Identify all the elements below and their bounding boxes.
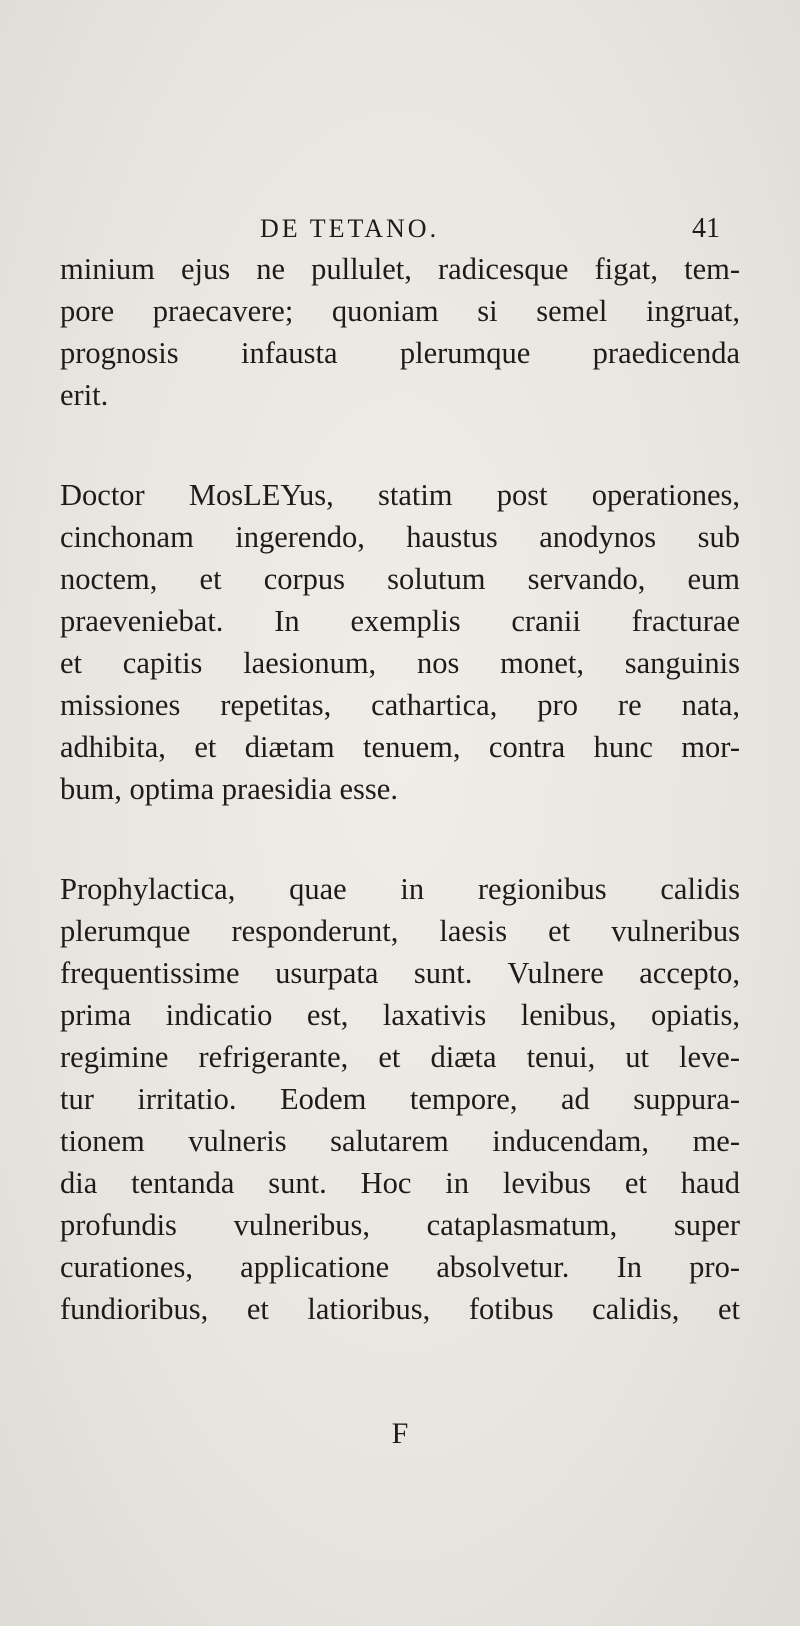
text-line: noctem, et corpus solutum servando, eum [60, 562, 740, 596]
text-line: Prophylactica, quae in regionibus calidis [60, 872, 740, 906]
text-line: adhibita, et diætam tenuem, contra hunc mor- [60, 730, 740, 764]
paragraph-1 [60, 248, 740, 416]
text-line: fundioribus, et latioribus, fotibus calidis, et [60, 1292, 740, 1326]
text-line: curationes, applicatione absolvetur. In pro- [60, 1250, 740, 1284]
text-line: et capitis laesionum, nos monet, sanguinis [60, 646, 740, 680]
text-line: missiones repetitas, cathartica, pro re nata, [60, 688, 740, 722]
body-text [60, 248, 740, 1330]
text-line: prognosis infausta plerumque praedicenda [60, 336, 740, 370]
running-head [60, 212, 740, 246]
text-line: dia tentanda sunt. Hoc in levibus et haud [60, 1166, 740, 1200]
text-line: pore praecavere; quoniam si semel ingruat, [60, 294, 740, 328]
text-line: minium ejus ne pullulet, radicesque figat, tem- [60, 252, 740, 286]
paragraph-3 [60, 868, 740, 1330]
text-line: profundis vulneribus, cataplasmatum, super [60, 1208, 740, 1242]
text-line: tur irritatio. Eodem tempore, ad suppura- [60, 1082, 740, 1116]
signature-mark: F [391, 1417, 409, 1450]
text-line: praeveniebat. In exemplis cranii fracturae [60, 604, 740, 638]
paragraph-2 [60, 474, 740, 810]
text-line: tionem vulneris salutarem inducendam, me- [60, 1124, 740, 1158]
text-line: plerumque responderunt, laesis et vulneribus [60, 914, 740, 948]
running-title: DE TETANO. [260, 214, 440, 243]
text-line: prima indicatio est, laxativis lenibus, opiatis, [60, 998, 740, 1032]
text-line: cinchonam ingerendo, haustus anodynos sub [60, 520, 740, 554]
text-line: frequentissime usurpata sunt. Vulnere accepto, [60, 956, 740, 990]
text-line: bum, optima praesidia esse. [60, 772, 398, 806]
text-line: Doctor MosLEYus, statim post operationes, [60, 478, 740, 512]
page-number: 41 [692, 213, 720, 244]
text-line: erit. [60, 378, 109, 412]
text-line: regimine refrigerante, et diæta tenui, ut leve- [60, 1040, 740, 1074]
